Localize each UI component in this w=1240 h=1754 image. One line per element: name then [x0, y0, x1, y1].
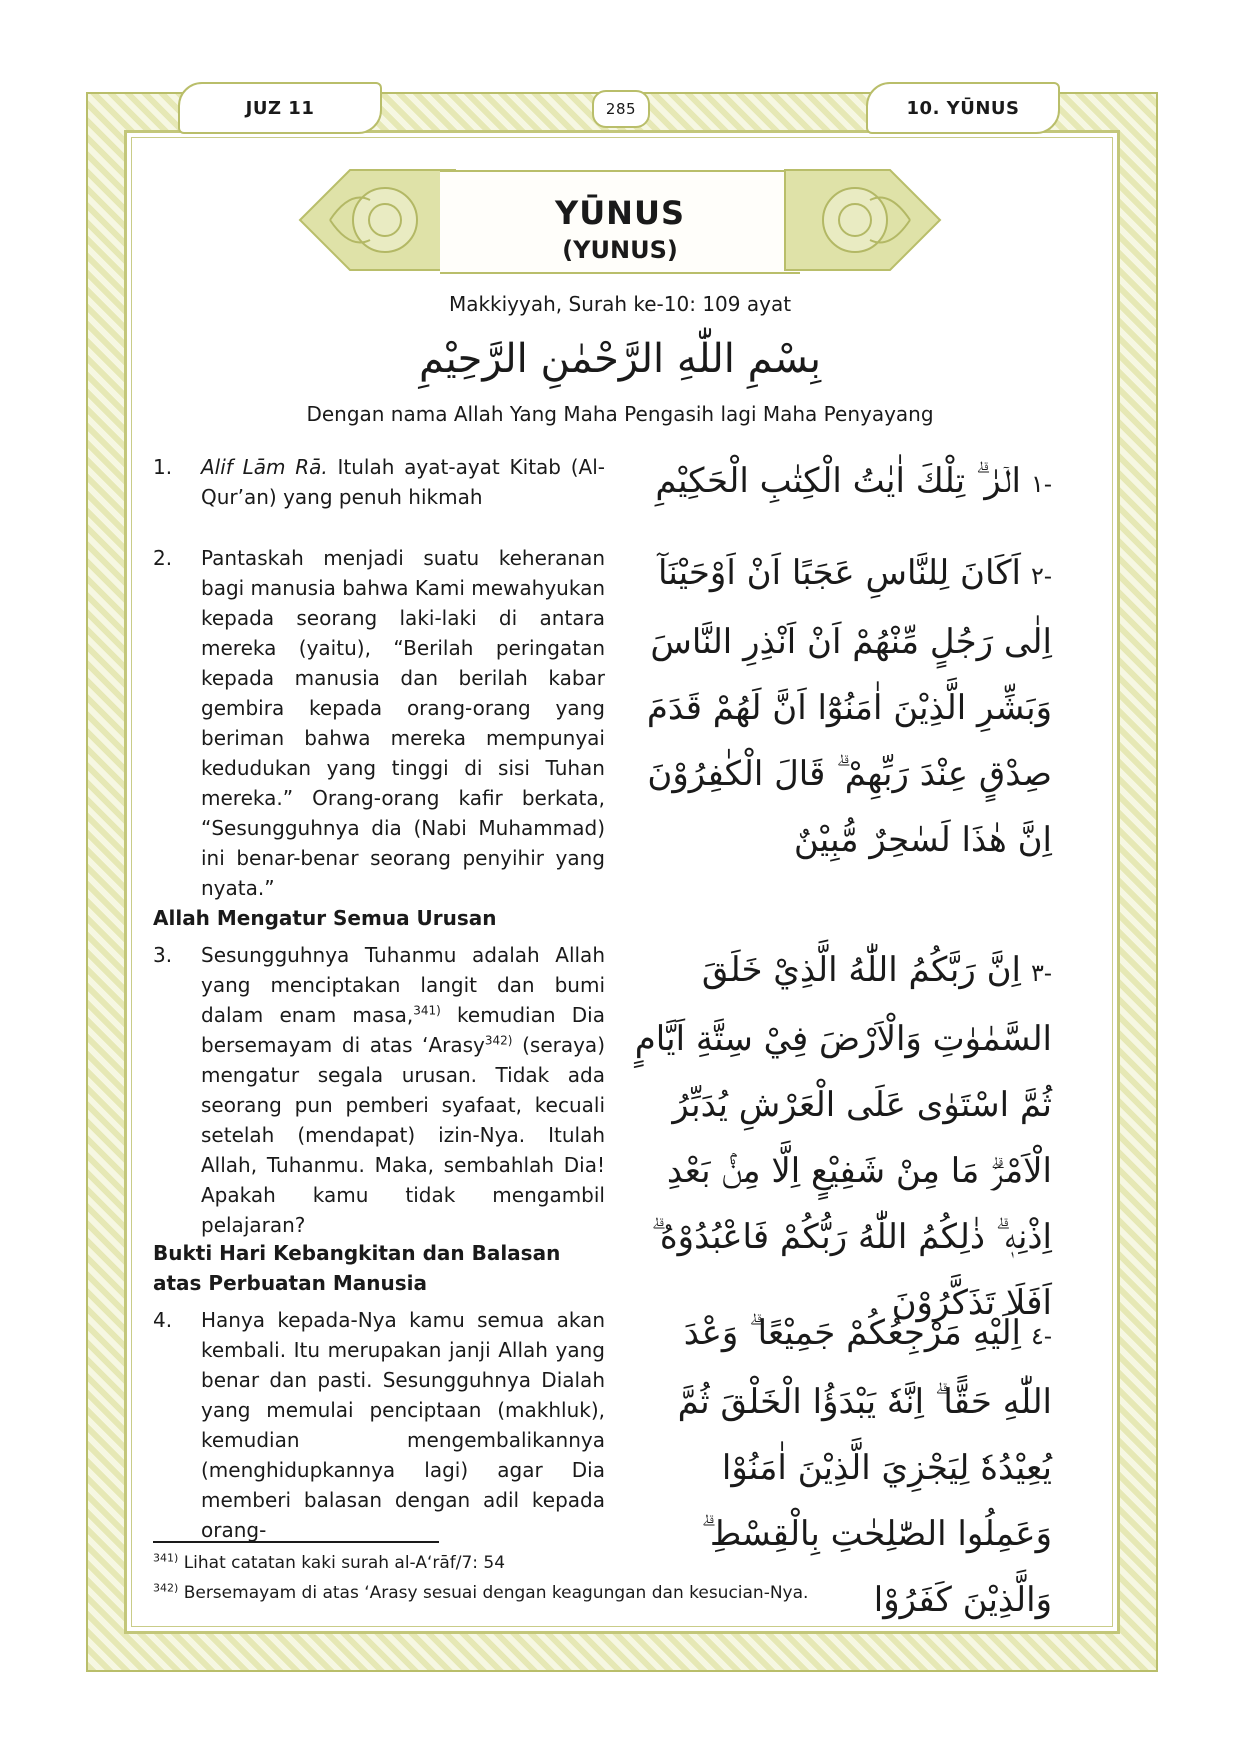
section-heading-1: Allah Mengatur Semua Urusan [153, 906, 497, 930]
verse-3-text-c: (seraya) mengatur segala urusan. Tidak ada seorang pun pemberi syafaat, kecuali setelah (mendapat) izin-Nya. Itulah Allah, Tuhanmu. Maka, sembahlah Dia! Apakah kamu tidak mengambil pelajaran? [201, 1033, 605, 1237]
verse-arabic-number: -١ [1031, 470, 1052, 498]
verse-1-arabic [632, 448, 1052, 517]
footnote-ref-342[interactable]: 342) [484, 1033, 513, 1048]
verse-arabic-text: الۤرٰ ۗ تِلْكَ اٰيٰتُ الْكِتٰبِ الْحَكِيْمِ [655, 461, 1021, 501]
footnote-ref-341[interactable]: 341) [413, 1003, 441, 1018]
verse-2-arabic [632, 540, 1052, 873]
surah-title-banner [290, 160, 950, 280]
surah-meta: Makkiyyah, Surah ke-10: 109 ayat [448, 292, 792, 316]
juz-label: JUZ 11 [178, 82, 382, 134]
verse-arabic-text: اِلَيْهِ مَرْجِعُكُمْ جَمِيْعًا ۗ وَعْدَ اللّٰهِ حَقًّا ۗ اِنَّهٗ يَبْدَؤُا الْخَلْقَ ثُمَّ يُعِيْدُهٗ لِيَجْزِيَ الَّذِيْنَ اٰمَنُوْا وَعَمِلُوا الصّٰلِحٰتِ بِالْقِسْطِ ۗ وَالَّذِيْنَ كَفَرُوْا [677, 1313, 1052, 1620]
basmala-translation: Dengan nama Allah Yang Maha Pengasih lagi Maha Penyayang [306, 402, 934, 426]
surah-title: YŪNUS [555, 194, 685, 232]
verse-3-text-a: Sesungguhnya Tuhanmu adalah Allah yang menciptakan langit dan bumi dalam enam masa, [201, 943, 605, 1027]
arabesque-ornament-left [290, 160, 460, 280]
surah-header-label: 10. YŪNUS [866, 82, 1060, 134]
footnote-342 [153, 1583, 808, 1603]
basmala-arabic: بِسْمِ اللّٰهِ الرَّحْمٰنِ الرَّحِيْمِ [418, 336, 822, 382]
verse-arabic-text: اَكَانَ لِلنَّاسِ عَجَبًا اَنْ اَوْحَيْنَآ اِلٰى رَجُلٍ مِّنْهُمْ اَنْ اَنْذِرِ النَّاسَ وَبَشِّرِ الَّذِيْنَ اٰمَنُوْٓا اَنَّ لَهُمْ قَدَمَ صِدْقٍ عِنْدَ رَبِّهِمْ ۗ قَالَ الْكٰفِرُوْنَ اِنَّ هٰذَا لَسٰحِرٌ مُّبِيْنٌ [646, 553, 1052, 860]
footnote-text: Bersemayam di atas ‘Arasy sesuai dengan keagungan dan kesucian-Nya. [178, 1583, 809, 1603]
verse-2-text: Pantaskah menjadi suatu keheranan bagi manusia bahwa Kami mewahyukan kepada seorang laki-laki di antara mereka (yaitu), “Berilah peringatan kepada manusia dan berilah kabar gembira kepada orang-orang yang beriman bahwa mereka mempunyai kedudukan yang tinggi di sisi Tuhan mereka.” Orang-orang kafir berkata, “Sesungguhnya dia (Nabi Muhammad) ini benar-benar seorang penyihir yang nyata.” [201, 546, 606, 900]
verse-arabic-number: -٣ [1031, 959, 1052, 987]
verse-3-text-b: kemudian Dia bersemayam di atas ‘Arasy [201, 1003, 605, 1057]
footnote-mark: 341) [153, 1551, 179, 1565]
verse-number: 2. [153, 546, 173, 570]
verse-3-translation [153, 940, 605, 1240]
footnote-341 [153, 1553, 505, 1573]
arabesque-ornament-right [780, 160, 950, 280]
footnote-text: Lihat catatan kaki surah al-A‘rāf/7: 54 [178, 1553, 506, 1573]
section-heading-2: Bukti Hari Kebangkitan dan Balasan atas Perbuatan Manusia [153, 1241, 561, 1295]
verse-4-translation [153, 1305, 605, 1545]
verse-2-translation [153, 543, 605, 903]
verse-arabic-number: -٢ [1031, 562, 1052, 590]
verse-arabic-text: اِنَّ رَبَّكُمُ اللّٰهُ الَّذِيْ خَلَقَ السَّمٰوٰتِ وَالْاَرْضَ فِيْ سِتَّةِ اَيَّامٍ ثُمَّ اسْتَوٰى عَلَى الْعَرْشِ يُدَبِّرُ الْاَمْرَۗ مَا مِنْ شَفِيْعٍ اِلَّا مِنْۢ بَعْدِ اِذْنِهٖ ۗ ذٰلِكُمُ اللّٰهُ رَبُّكُمْ فَاعْبُدُوْهُ ۗ اَفَلَا تَذَكَّرُوْنَ [634, 950, 1052, 1323]
verse-1-italic: Alif Lām Rā. [201, 455, 328, 479]
verse-number: 1. [153, 455, 173, 479]
footnote-divider [153, 1541, 439, 1543]
verse-arabic-number: -٤ [1031, 1322, 1052, 1350]
verse-3-arabic [632, 937, 1052, 1336]
verse-4-text: Hanya kepada-Nya kamu semua akan kembali. Itu merupakan janji Allah yang benar dan pasti. Sesungguhnya Dialah yang memulai penciptaan (makhluk), kemudian mengembalikannya (menghidupkannya lagi) agar Dia memberi balasan dengan adil kepada orang- [201, 1308, 605, 1542]
surah-subtitle: (YUNUS) [562, 236, 678, 264]
footnote-mark: 342) [153, 1581, 179, 1595]
verse-number: 3. [153, 943, 173, 967]
banner-center-panel [440, 170, 800, 274]
page-number: 285 [592, 90, 650, 128]
verse-1-text: Itulah ayat-ayat Kitab (Al-Qur’an) yang penuh hikmah [201, 455, 605, 509]
verse-number: 4. [153, 1308, 173, 1332]
verse-1-translation [153, 452, 605, 512]
